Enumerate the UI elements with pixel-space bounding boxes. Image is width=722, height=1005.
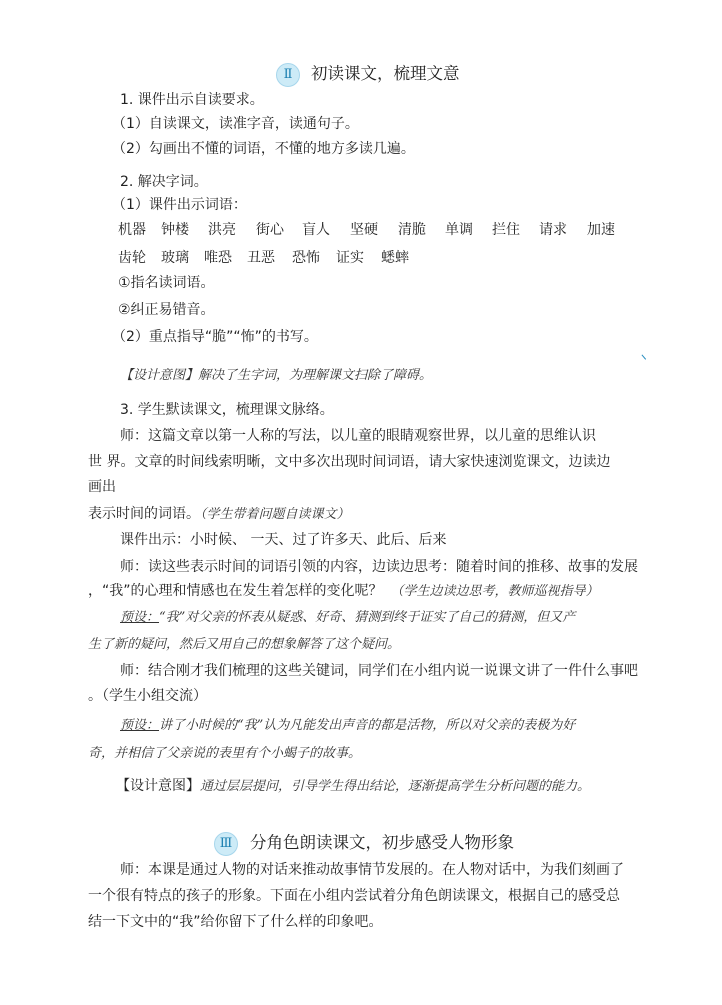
design-intent-text: 通过层层提问，引导学生得出结论，逐渐提高学生分析问题的能力。	[200, 779, 591, 794]
preset-label: 预设：	[120, 610, 160, 625]
paragraph-line: 师：结合刚才我们梳理的这些关键词，同学们在小组内说一说课文讲了一件什么事吧	[120, 663, 638, 679]
vocab-word: 证实	[336, 250, 364, 266]
preset-answer-line	[120, 608, 575, 628]
preset-text: 讲了小时候的“我”认为凡能发出声音的都是活物，所以对父亲的表极为好	[159, 718, 576, 733]
vocab-word: 蟋蟀	[381, 250, 409, 266]
section-number-badge: Ⅲ	[214, 832, 238, 856]
list-item: ①指名读词语。	[118, 275, 215, 291]
list-item: ②纠正易错音。	[118, 302, 215, 318]
preset-answer-line	[120, 716, 575, 736]
preset-label: 预设：	[120, 718, 160, 733]
vocab-word: 洪亮	[208, 222, 236, 238]
preset-text: “我”对父亲的怀表从疑惑、好奇、猜测到终于证实了自己的猜测，但又产	[159, 610, 576, 625]
paragraph-line: 一个很有特点的孩子的形象。下面在小组内尝试着分角色朗读课文，根据自己的感受总	[88, 888, 620, 904]
paragraph-text: 表示时间的词语。	[88, 506, 200, 522]
vocab-word: 丑恶	[247, 250, 275, 266]
design-intent	[116, 776, 590, 797]
preset-answer-line: 生了新的疑问，然后又用自己的想象解答了这个疑问。	[88, 637, 401, 652]
section-title: 分角色朗读课文，初步感受人物形象	[250, 833, 514, 852]
step-heading: 1. 课件出示自读要求。	[120, 92, 264, 108]
vocab-word: 清脆	[398, 222, 426, 238]
vocab-word: 齿轮	[118, 250, 146, 266]
vocab-word: 请求	[539, 222, 567, 238]
paragraph-line: 师：本课是通过人物的对话来推动故事情节发展的。在人物对话中，为我们刻画了	[120, 862, 624, 878]
vocab-word: 单调	[445, 222, 473, 238]
vocab-row	[118, 220, 627, 240]
paragraph-line	[88, 504, 350, 525]
paragraph-text: ，“我”的心理和情感也在发生着怎样的变化呢？	[88, 583, 383, 599]
student-activity-note: （学生带着问题自读课文）	[200, 507, 350, 522]
paragraph-line: 师：读这些表示时间的词语引领的内容，边读边思考：随着时间的推移、故事的发展	[120, 559, 638, 575]
vocab-word: 坚硬	[350, 222, 378, 238]
paragraph-line: 师：这篇文章以第一人称的写法，以儿童的眼睛观察世界，以儿童的思维认识	[120, 428, 596, 444]
paragraph-line: 画出	[88, 479, 116, 495]
vocab-word: 玻璃	[161, 250, 189, 266]
vocab-word: 街心	[256, 222, 284, 238]
vocab-row	[118, 248, 421, 268]
paragraph-line	[88, 581, 599, 602]
paragraph-line: 世 界。文章的时间线索明晰，文中多次出现时间词语，请大家快速浏览课文，边读边	[88, 454, 611, 470]
preset-answer-line: 奇，并相信了父亲说的表里有个小蝎子的故事。	[88, 746, 362, 761]
vocab-word: 唯恐	[204, 250, 232, 266]
section-title: 初读课文，梳理文意	[311, 64, 460, 83]
vocab-word: 拦住	[492, 222, 520, 238]
paragraph-line: 。（学生小组交流）	[88, 688, 207, 704]
list-item: （2）重点指导“脆”“怖”的书写。	[112, 329, 318, 345]
vocab-word: 加速	[587, 222, 615, 238]
design-intent-label: 【设计意图】	[116, 778, 200, 794]
vocab-word: 钟楼	[161, 222, 189, 238]
vocab-word: 恐怖	[292, 250, 320, 266]
design-intent: 【设计意图】解决了生字词，为理解课文扫除了障碍。	[120, 368, 433, 383]
stray-mark	[637, 354, 646, 363]
list-item: （1）自读课文，读准字音，读通句子。	[112, 116, 359, 132]
step-heading: 2. 解决字词。	[120, 174, 208, 190]
student-activity-note: （学生边读边思考，教师巡视指导）	[390, 584, 599, 599]
vocab-word: 盲人	[302, 222, 330, 238]
vocab-word: 机器	[118, 222, 146, 238]
list-item: （2）勾画出不懂的词语，不懂的地方多读几遍。	[112, 141, 415, 157]
list-item: （1）课件出示词语：	[112, 197, 247, 213]
step-heading: 3. 学生默读课文，梳理课文脉络。	[120, 402, 334, 418]
courseware-display: 课件出示：小时候、 一天、过了许多天、此后、后来	[120, 532, 447, 548]
paragraph-line: 结一下文中的“我”给你留下了什么样的印象吧。	[88, 914, 383, 930]
section-number-badge: Ⅱ	[276, 63, 300, 87]
